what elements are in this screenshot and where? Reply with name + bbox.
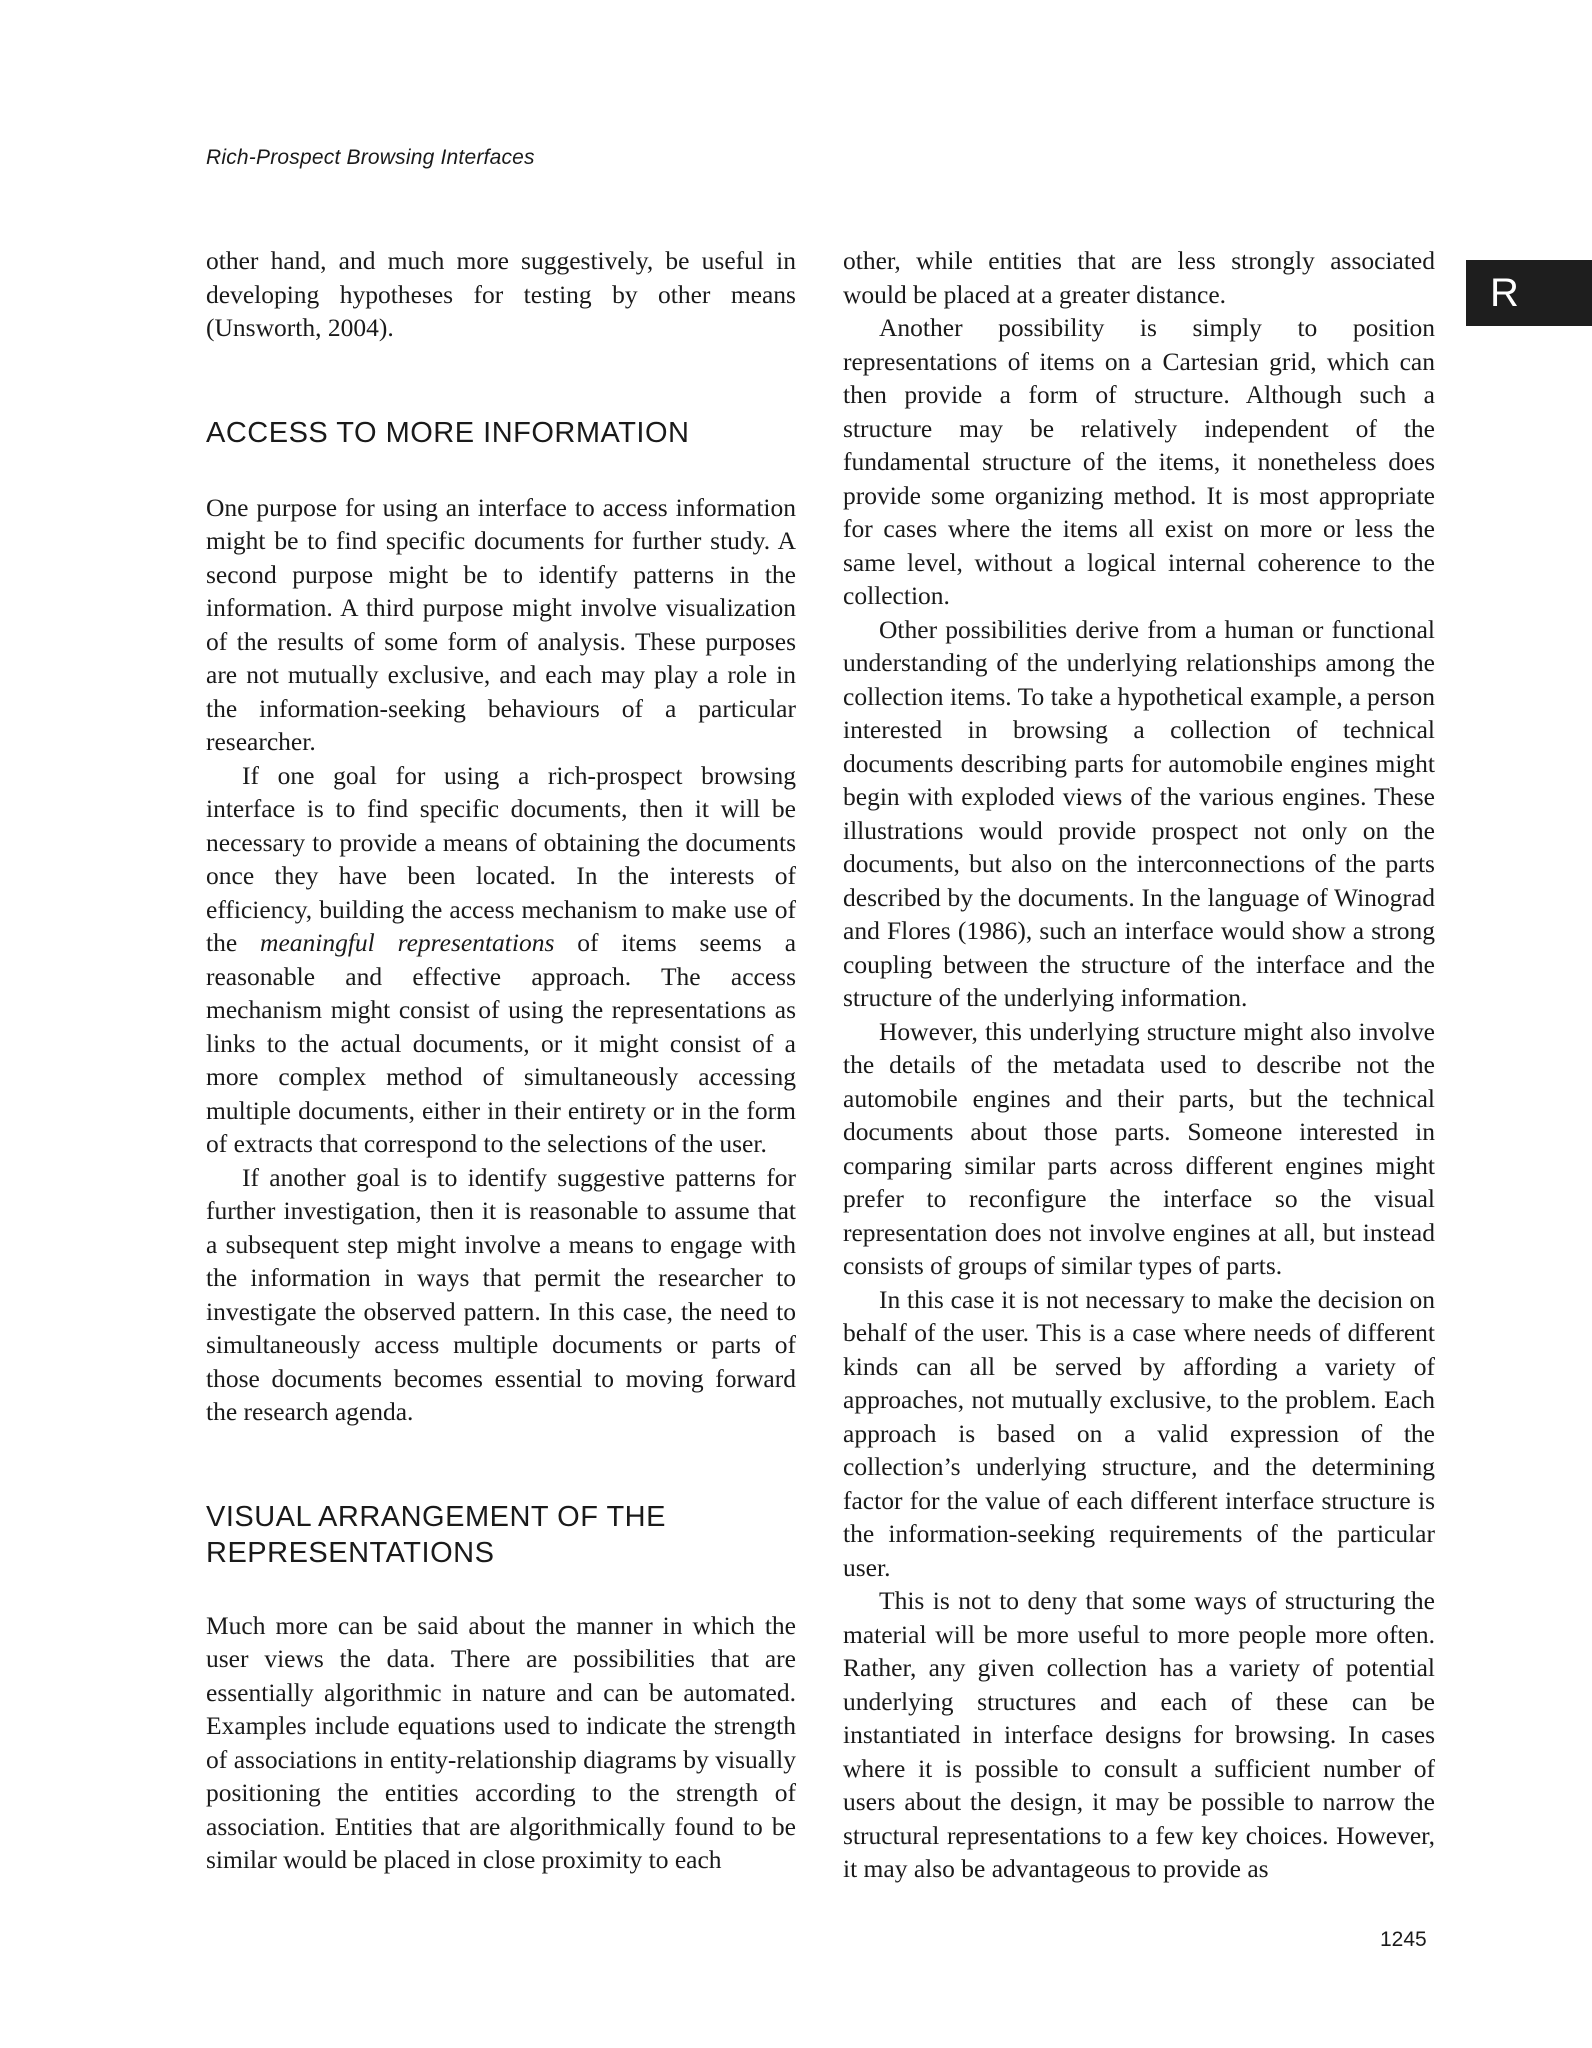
paragraph-text: of items seems a reasonable and effective approach. The access mechanism might consist of using the representations as links to the actual documents, or it might consist of a more complex method of simultaneously accessing multiple documents, either in their entirety or in the form of extracts that correspond to the selections of the user. — [206, 928, 797, 1158]
left-column — [206, 244, 796, 1877]
paragraph: One purpose for using an interface to access information might be to find specific documents for further study. A second purpose might be to identify patterns in the information. A third purpose might involve visualization of the results of some form of analysis. These purposes are not mutually exclusive, and each may play a role in the information-seeking behaviours of a particular researcher. — [206, 492, 796, 756]
paragraph: Much more can be said about the manner in which the user views the data. There are possibilities that are essentially algorithmic in nature and can be automated. Examples include equations used to indicate the strength of associations in entity-relationship diagrams by visually positioning the entities according to the strength of association. Entities that are algorithmically found to be similar would be placed in close proximity to each — [206, 1610, 796, 1874]
right-column — [843, 244, 1435, 1886]
emphasized-term: meaningful representations — [260, 928, 555, 957]
paragraph: In this case it is not necessary to make the decision on behalf of the user. This is a case where needs of different kinds can all be served by affording a variety of approaches, not mutually exclusive, to the problem. Each approach is based on a valid expression of the collection’s underlying structure, and the determining factor for the value of each different interface structure is the information-seeking requirements of the particular user. — [843, 1284, 1435, 1582]
page-number: 1245 — [1380, 1928, 1427, 1951]
paragraph: If another goal is to identify suggestive patterns for further investigation, then it is reasonable to assume that a subsequent step might involve a means to engage with the information in ways that permit the researcher to investigate the observed pattern. In this case, the need to simultaneously access multiple documents or parts of those documents becomes essential to moving forward the research agenda. — [206, 1162, 796, 1426]
paragraph: Another possibility is simply to position representations of items on a Cartesian grid, which can then provide a form of structure. Although such a structure may be relatively independent of the fundamental structure of the items, it nonetheless does provide some organizing method. It is most appropriate for cases where the items all exist on more or less the same level, without a logical internal coherence to the collection. — [843, 313, 1435, 610]
section-heading-visual-arrangement — [206, 1499, 796, 1571]
paragraph: Other possibilities derive from a human or functional understanding of the underlying relationships among the collection items. To take a hypothetical example, a person interested in browsing a collection of technical documents describing parts for automobile engines might begin with exploded views of the various engines. These illustrations would provide prospect not only on the documents, but also on the interconnections of the parts described by the documents. In the language of Winograd and Flores (1986), such an interface would show a strong coupling between the structure of the interface and the structure of the underlying information. — [843, 614, 1435, 1012]
paragraph: other hand, and much more suggestively, be useful in developing hypotheses for testing by other means (Unsworth, 2004). — [206, 246, 796, 342]
paragraph: However, this underlying structure might also involve the details of the metadata used to describe not the automobile engines and their parts, but the technical documents about those parts. Someone interested in comparing similar parts across different engines might prefer to reconfigure the interface so the visual representation does not involve engines at all, but instead consists of groups of similar types of parts. — [843, 1016, 1435, 1280]
paragraph: other, while entities that are less strongly associated would be placed at a greater distance. — [843, 246, 1435, 309]
running-head: Rich-Prospect Browsing Interfaces — [206, 146, 535, 169]
paragraph-text: If one goal for using a rich-prospect browsing interface is to find specific documents, then it will be necessary to provide a means of obtaining the documents once they have been located. In the interests of efficiency, building the access mechanism to make use of the — [206, 760, 796, 957]
paragraph: This is not to deny that some ways of structuring the material will be more useful to more people more often. Rather, any given collection has a variety of potential underlying structures and each of these can be instantiated in interface designs for browsing. In cases where it is possible to consult a sufficient number of users about the design, it may be possible to narrow the structural representations to a few key choices. However, it may also be advantageous to provide as — [843, 1586, 1435, 1883]
section-tab-marker: R — [1466, 260, 1592, 326]
section-heading-access: ACCESS TO MORE INFORMATION — [206, 416, 690, 449]
heading-line: VISUAL ARRANGEMENT OF THE — [206, 1500, 666, 1533]
heading-line: REPRESENTATIONS — [206, 1536, 495, 1569]
paragraph — [206, 759, 796, 1161]
